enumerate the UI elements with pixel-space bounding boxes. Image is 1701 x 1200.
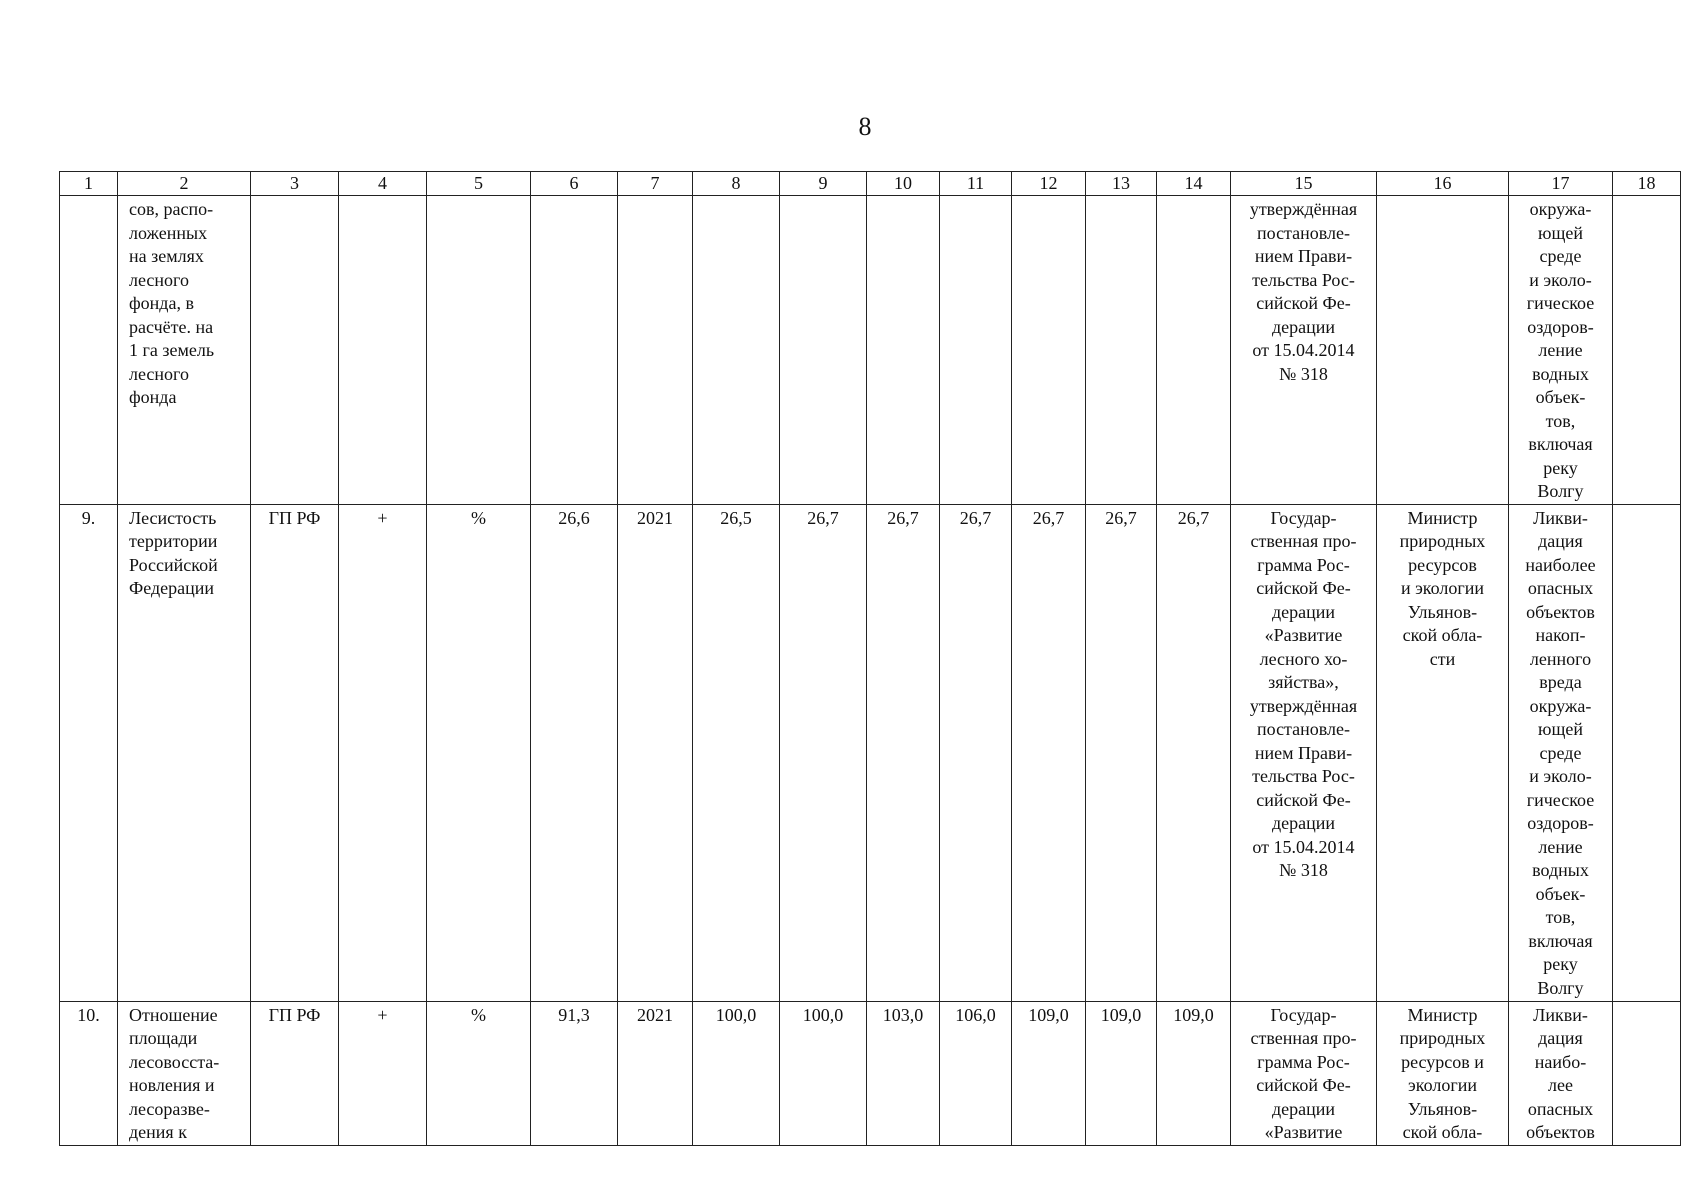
- cell-value: [867, 196, 940, 505]
- col-header-1: 1: [60, 172, 118, 196]
- table-header: [60, 172, 1681, 196]
- cell-document: Государ- ственная про- грамма Рос- сийской Фе- дерации «Развитие лесного хо- зяйства», утверждённая постановле- нием Прави- тельства Рос- сийской Фе- дерации от 15.04.2014 № 318: [1231, 504, 1377, 1001]
- cell-value: 106,0: [940, 1001, 1012, 1145]
- cell-unit: [427, 196, 531, 505]
- cell-responsible: Министр природных ресурсов и экологии Ульянов- ской обла-: [1377, 1001, 1509, 1145]
- cell-value: 26,7: [1086, 504, 1157, 1001]
- cell-value: 26,7: [867, 504, 940, 1001]
- col-header-2: 2: [118, 172, 251, 196]
- cell-trend: [339, 196, 427, 505]
- cell-level: ГП РФ: [251, 1001, 339, 1145]
- cell-base-value: 91,3: [531, 1001, 618, 1145]
- table-row: [60, 504, 1681, 1001]
- cell-number: [60, 196, 118, 505]
- cell-goal: Ликви- дация наибо- лее опасных объектов: [1509, 1001, 1613, 1145]
- cell-responsible: [1377, 196, 1509, 505]
- cell-extra: [1613, 1001, 1681, 1145]
- cell-value: [1086, 196, 1157, 505]
- col-header-11: 11: [940, 172, 1012, 196]
- col-header-17: 17: [1509, 172, 1613, 196]
- table-row: [60, 1001, 1681, 1145]
- col-header-14: 14: [1157, 172, 1231, 196]
- col-header-6: 6: [531, 172, 618, 196]
- cell-value: 26,5: [693, 504, 780, 1001]
- cell-trend: +: [339, 1001, 427, 1145]
- cell-base-year: [618, 196, 693, 505]
- cell-value: 100,0: [780, 1001, 867, 1145]
- cell-unit: %: [427, 504, 531, 1001]
- cell-number: 9.: [60, 504, 118, 1001]
- col-header-18: 18: [1613, 172, 1681, 196]
- cell-value: 109,0: [1157, 1001, 1231, 1145]
- col-header-4: 4: [339, 172, 427, 196]
- col-header-5: 5: [427, 172, 531, 196]
- cell-trend: +: [339, 504, 427, 1001]
- table-row: [60, 196, 1681, 505]
- cell-value: 26,7: [1012, 504, 1086, 1001]
- cell-value: [693, 196, 780, 505]
- cell-base-year: 2021: [618, 504, 693, 1001]
- cell-extra: [1613, 196, 1681, 505]
- cell-value: [940, 196, 1012, 505]
- cell-base-value: [531, 196, 618, 505]
- cell-level: ГП РФ: [251, 504, 339, 1001]
- cell-value: 109,0: [1012, 1001, 1086, 1145]
- cell-value: [1012, 196, 1086, 505]
- col-header-16: 16: [1377, 172, 1509, 196]
- cell-value: 26,7: [1157, 504, 1231, 1001]
- cell-number: 10.: [60, 1001, 118, 1145]
- cell-value: 26,7: [940, 504, 1012, 1001]
- cell-indicator: Отношение площади лесовосста- новления и лесоразве- дения к: [118, 1001, 251, 1145]
- cell-value: [780, 196, 867, 505]
- cell-extra: [1613, 504, 1681, 1001]
- header-row: [60, 172, 1681, 196]
- col-header-3: 3: [251, 172, 339, 196]
- cell-value: [1157, 196, 1231, 505]
- cell-value: 26,7: [780, 504, 867, 1001]
- col-header-10: 10: [867, 172, 940, 196]
- cell-goal: Ликви- дация наиболее опасных объектов накоп- ленного вреда окружа- ющей среде и эколо- гическое оздоров- ление водных объек- тов, включая реку Волгу: [1509, 504, 1613, 1001]
- cell-document: Государ- ственная про- грамма Рос- сийской Фе- дерации «Развитие: [1231, 1001, 1377, 1145]
- col-header-9: 9: [780, 172, 867, 196]
- col-header-12: 12: [1012, 172, 1086, 196]
- page-number: 8: [858, 112, 872, 141]
- cell-responsible: Министр природных ресурсов и экологии Ульянов- ской обла- сти: [1377, 504, 1509, 1001]
- cell-goal: окружа- ющей среде и эколо- гическое оздоров- ление водных объек- тов, включая реку Волгу: [1509, 196, 1613, 505]
- col-header-15: 15: [1231, 172, 1377, 196]
- col-header-8: 8: [693, 172, 780, 196]
- cell-value: 103,0: [867, 1001, 940, 1145]
- cell-document: утверждённая постановле- нием Прави- тельства Рос- сийской Фе- дерации от 15.04.2014 № 318: [1231, 196, 1377, 505]
- cell-base-value: 26,6: [531, 504, 618, 1001]
- cell-unit: %: [427, 1001, 531, 1145]
- cell-value: 109,0: [1086, 1001, 1157, 1145]
- cell-indicator: Лесистость территории Российской Федерации: [118, 504, 251, 1001]
- col-header-13: 13: [1086, 172, 1157, 196]
- cell-value: 100,0: [693, 1001, 780, 1145]
- cell-level: [251, 196, 339, 505]
- cell-base-year: 2021: [618, 1001, 693, 1145]
- indicators-table: [59, 171, 1681, 1146]
- cell-indicator: сов, распо- ложенных на землях лесного фонда, в расчёте. на 1 га земель лесного фонда: [118, 196, 251, 505]
- col-header-7: 7: [618, 172, 693, 196]
